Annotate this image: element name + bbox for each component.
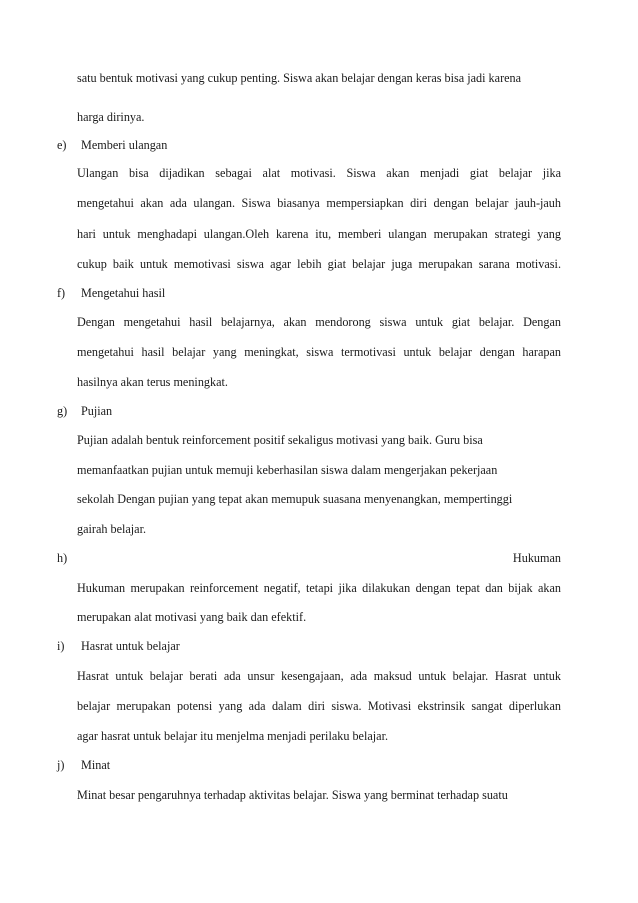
section-f-line-2: mengetahui hasil belajar yang meningkat, siswa termotivasi untuk belajar dengan harapan [77, 345, 561, 359]
section-e-marker: e) [57, 138, 67, 152]
section-f-line-3: hasilnya akan terus meningkat. [77, 375, 228, 389]
section-j-title: Minat [81, 758, 111, 772]
section-e-line-3: hari untuk menghadapi ulangan.Oleh karena itu, memberi ulangan merupakan strategi yang [77, 227, 561, 241]
intro-line-1: satu bentuk motivasi yang cukup penting. Siswa akan belajar dengan keras bisa jadi karena [77, 71, 522, 85]
section-i-line-3: agar hasrat untuk belajar itu menjelma menjadi perilaku belajar. [77, 729, 388, 743]
section-h-line-1: Hukuman merupakan reinforcement negatif, tetapi jika dilakukan dengan tepat dan bijak akan [77, 581, 561, 595]
section-g-line-3: sekolah Dengan pujian yang tepat akan memupuk suasana menyenangkan, mempertinggi [77, 492, 513, 506]
section-i-title: Hasrat untuk belajar [81, 639, 180, 653]
section-f-title: Mengetahui hasil [81, 286, 166, 300]
section-j-line-1: Minat besar pengaruhnya terhadap aktivitas belajar. Siswa yang berminat terhadap suatu [77, 788, 508, 802]
section-g-marker: g) [57, 404, 68, 418]
section-f-line-1: Dengan mengetahui hasil belajarnya, akan mendorong siswa untuk giat belajar. Dengan [77, 315, 561, 329]
section-g-line-4: gairah belajar. [77, 522, 147, 536]
section-j-marker: j) [57, 758, 65, 772]
section-e-title: Memberi ulangan [81, 138, 168, 152]
section-i-line-1: Hasrat untuk belajar berati ada unsur kesengajaan, ada maksud untuk belajar. Hasrat untuk [77, 669, 561, 683]
section-h-marker: h) [57, 551, 68, 565]
section-h-line-2: merupakan alat motivasi yang baik dan efektif. [77, 610, 307, 624]
section-i-line-2: belajar merupakan potensi yang ada dalam diri siswa. Motivasi ekstrinsik sangat diperlukan [77, 699, 561, 713]
intro-line-2: harga dirinya. [77, 110, 145, 124]
section-i-marker: i) [57, 639, 65, 653]
section-g-line-2: memanfaatkan pujian untuk memuji keberhasilan siswa dalam mengerjakan pekerjaan [77, 463, 498, 477]
section-f-marker: f) [57, 286, 66, 300]
section-g-line-1: Pujian adalah bentuk reinforcement positif sekaligus motivasi yang baik. Guru bisa [77, 433, 483, 447]
section-e-line-4: cukup baik untuk memotivasi siswa agar lebih giat belajar juga merupakan sarana motivasi. [77, 257, 561, 271]
section-e-line-2: mengetahui akan ada ulangan. Siswa biasanya mempersiapkan diri dengan belajar jauh-jauh [77, 196, 561, 210]
section-e-line-1: Ulangan bisa dijadikan sebagai alat motivasi. Siswa akan menjadi giat belajar jika [77, 166, 561, 180]
section-h-title: Hukuman [512, 551, 561, 565]
section-g-title: Pujian [81, 404, 113, 418]
